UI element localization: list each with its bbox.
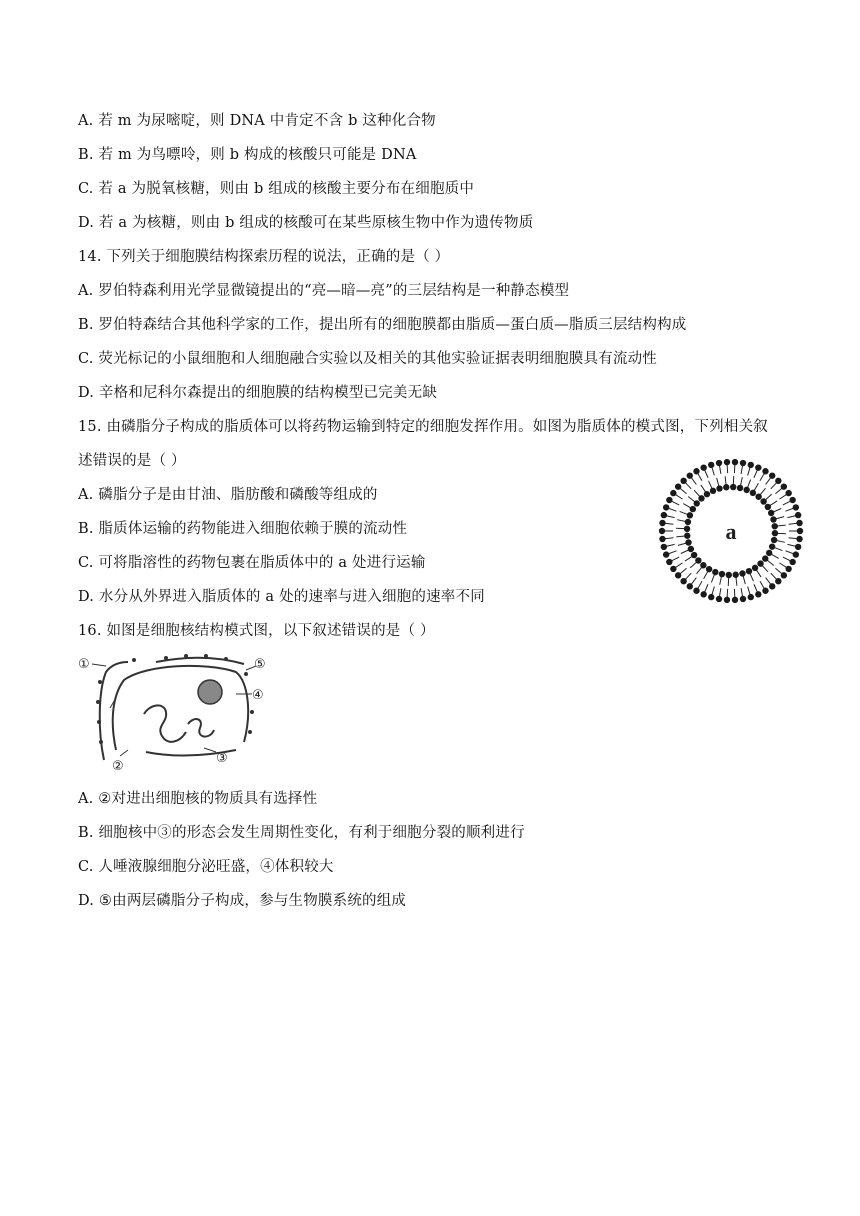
chromatin-strand <box>188 719 214 737</box>
lipid-head <box>795 512 801 518</box>
lipid-head <box>795 544 801 550</box>
q14-option-b: B. 罗伯特森结合其他科学家的工作，提出所有的细胞膜都由脂质—蛋白质—脂质三层结构构成 <box>78 317 687 333</box>
lipid-head <box>785 490 791 496</box>
lipid-head <box>793 504 799 510</box>
q16-option-b: B. 细胞核中③的形态会发生周期性变化，有利于细胞分裂的顺利进行 <box>78 825 525 841</box>
q16-stem: 16. 如图是细胞核结构模式图，以下叙述错误的是（ ） <box>78 623 435 639</box>
label-4: ④ <box>252 688 264 703</box>
lipid-head <box>700 464 706 470</box>
q14-option-a: A. 罗伯特森利用光学显微镜提出的“亮—暗—亮”的三层结构是一种静态模型 <box>78 283 570 299</box>
lipid-head <box>769 543 775 549</box>
lipid-head <box>693 588 699 594</box>
lipid-head <box>796 536 802 542</box>
lipid-head <box>659 520 665 526</box>
q15-stem: 15. 由磷脂分子构成的脂质体可以将药物运输到特定的细胞发挥作用。如图为脂质体的模式图，下列相关叙 <box>78 419 768 435</box>
lipid-head <box>739 570 745 576</box>
lipid-head <box>708 462 714 468</box>
q13-option-d: D. 若 a 为核糖，则由 b 组成的核酸可在某些原核生物中作为遗传物质 <box>78 215 534 231</box>
lipid-head <box>781 483 787 489</box>
ribosome-dot <box>184 654 188 658</box>
lipid-head <box>740 460 746 466</box>
nucleus-diagram <box>76 652 276 776</box>
lipid-head <box>716 460 722 466</box>
lipid-head <box>661 544 667 550</box>
lipid-head <box>726 572 732 578</box>
lipid-head <box>748 594 754 600</box>
lipid-head <box>661 512 667 518</box>
lipid-head <box>732 597 738 603</box>
lipid-head <box>781 572 787 578</box>
lipid-head <box>762 468 768 474</box>
nucleolus <box>198 680 222 704</box>
q13-option-c: C. 若 a 为脱氧核糖，则由 b 组成的核酸主要分布在细胞质中 <box>78 181 475 197</box>
lipid-head <box>724 459 730 465</box>
lipid-head <box>766 550 772 556</box>
lipid-head <box>700 591 706 597</box>
ribosome-dot <box>248 730 252 734</box>
lipid-head <box>719 571 725 577</box>
q14-stem: 14. 下列关于细胞膜结构探索历程的说法，正确的是（ ） <box>78 249 450 265</box>
leader-line-3 <box>204 748 216 752</box>
lipid-head <box>723 484 729 490</box>
lipid-head <box>710 488 716 494</box>
lipid-head <box>687 472 693 478</box>
lipid-head <box>663 551 669 557</box>
leader-line-2b <box>120 750 128 756</box>
lipid-head <box>789 497 795 503</box>
label-1: ① <box>78 657 90 672</box>
label-5: ⑤ <box>254 657 266 672</box>
ribosome-dot <box>97 720 101 724</box>
q16-option-d: D. ⑤由两层磷脂分子构成，参与生物膜系统的组成 <box>78 893 407 909</box>
lipid-head <box>687 583 693 589</box>
liposome-diagram <box>658 458 804 604</box>
lipid-head <box>796 520 802 526</box>
lipid-head <box>684 526 690 532</box>
lipid-head <box>685 519 691 525</box>
q15-option-a: A. 磷脂分子是由甘油、脂肪酸和磷酸等组成的 <box>78 487 378 503</box>
lipid-head <box>768 510 774 516</box>
lipid-head <box>750 490 756 496</box>
lipid-head <box>716 596 722 602</box>
q15-stem-cont: 述错误的是（ ） <box>78 453 186 469</box>
lipid-head <box>762 555 768 561</box>
lipid-head <box>770 516 776 522</box>
lipid-head <box>675 483 681 489</box>
lipid-head <box>716 485 722 491</box>
lipid-head <box>698 495 704 501</box>
lipid-head <box>685 539 691 545</box>
lipid-head <box>684 533 690 539</box>
lipid-head <box>755 464 761 470</box>
q16-option-c: C. 人唾液腺细胞分泌旺盛，④体积较大 <box>78 859 334 875</box>
lipid-head <box>675 572 681 578</box>
lipid-head <box>730 484 736 490</box>
lipid-head <box>769 583 775 589</box>
ribosome-dots <box>96 654 254 744</box>
label-2: ② <box>112 759 124 774</box>
lipid-head <box>785 566 791 572</box>
lipid-head <box>666 559 672 565</box>
lipid-head <box>743 487 749 493</box>
ribosome-dot <box>244 672 248 676</box>
lipid-head <box>680 478 686 484</box>
lipid-head <box>793 551 799 557</box>
lipid-head <box>757 560 763 566</box>
lipid-head <box>732 459 738 465</box>
lipid-head <box>688 546 694 552</box>
lipid-head <box>663 504 669 510</box>
q16-option-a: A. ②对进出细胞核的物质具有选择性 <box>78 791 318 807</box>
ribosome-dot <box>96 700 100 704</box>
lipid-head <box>746 568 752 574</box>
liposome-core-label: a <box>725 519 737 544</box>
lipid-head <box>740 596 746 602</box>
lipid-head <box>700 562 706 568</box>
lipid-head <box>687 512 693 518</box>
ribosome-dot <box>224 657 228 661</box>
lipid-head <box>772 530 778 536</box>
lipid-head <box>737 485 743 491</box>
lipid-head <box>775 478 781 484</box>
lipid-head <box>797 528 803 534</box>
lipid-head <box>695 557 701 563</box>
q14-option-d: D. 辛格和尼科尔森提出的细胞膜的结构模型已完美无缺 <box>78 385 438 401</box>
q15-option-c: C. 可将脂溶性的药物包裹在脂质体中的 a 处进行运输 <box>78 555 426 571</box>
lipid-head <box>691 552 697 558</box>
outer-membrane-top <box>156 658 244 664</box>
lipid-head <box>680 578 686 584</box>
lipid-head <box>724 597 730 603</box>
q13-option-a: A. 若 m 为尿嘧啶，则 DNA 中肯定不含 b 这种化合物 <box>78 113 436 129</box>
ribosome-dot <box>164 656 168 660</box>
lipid-head <box>748 462 754 468</box>
ribosome-dot <box>98 680 102 684</box>
ribosome-dot <box>132 658 136 662</box>
lipid-head <box>771 537 777 543</box>
lipid-head <box>694 500 700 506</box>
lipid-head <box>693 468 699 474</box>
lipid-head <box>772 523 778 529</box>
lipid-head <box>659 528 665 534</box>
lipid-head <box>666 497 672 503</box>
q14-option-c: C. 荧光标记的小鼠细胞和人细胞融合实验以及相关的其他实验证据表明细胞膜具有流动性 <box>78 351 657 367</box>
lipid-head <box>752 565 758 571</box>
lipid-head <box>733 572 739 578</box>
ribosome-dot <box>250 710 254 714</box>
lipid-head <box>706 566 712 572</box>
label-3: ③ <box>216 751 228 766</box>
chromatin-strand <box>144 705 186 741</box>
lipid-head <box>755 494 761 500</box>
q15-option-b: B. 脂质体运输的药物能进入细胞依赖于膜的流动性 <box>78 521 408 537</box>
lipid-head <box>789 559 795 565</box>
lipid-head <box>659 536 665 542</box>
leader-line-1 <box>92 664 106 666</box>
ribosome-dot <box>99 740 103 744</box>
q13-option-b: B. 若 m 为鸟嘌呤，则 b 构成的核酸只可能是 DNA <box>78 147 417 163</box>
lipid-head <box>670 566 676 572</box>
lipid-head <box>755 591 761 597</box>
lipid-head <box>690 506 696 512</box>
lipid-head <box>760 498 766 504</box>
lipid-head <box>762 588 768 594</box>
lipid-head <box>769 472 775 478</box>
q15-option-d: D. 水分从外界进入脂质体的 a 处的速率与进入细胞的速率不同 <box>78 589 485 605</box>
lipid-head <box>765 504 771 510</box>
lipid-head <box>712 569 718 575</box>
lipid-head <box>670 490 676 496</box>
ribosome-dot <box>204 654 208 658</box>
lipid-head <box>708 594 714 600</box>
lipid-head <box>775 578 781 584</box>
lipid-head <box>704 491 710 497</box>
